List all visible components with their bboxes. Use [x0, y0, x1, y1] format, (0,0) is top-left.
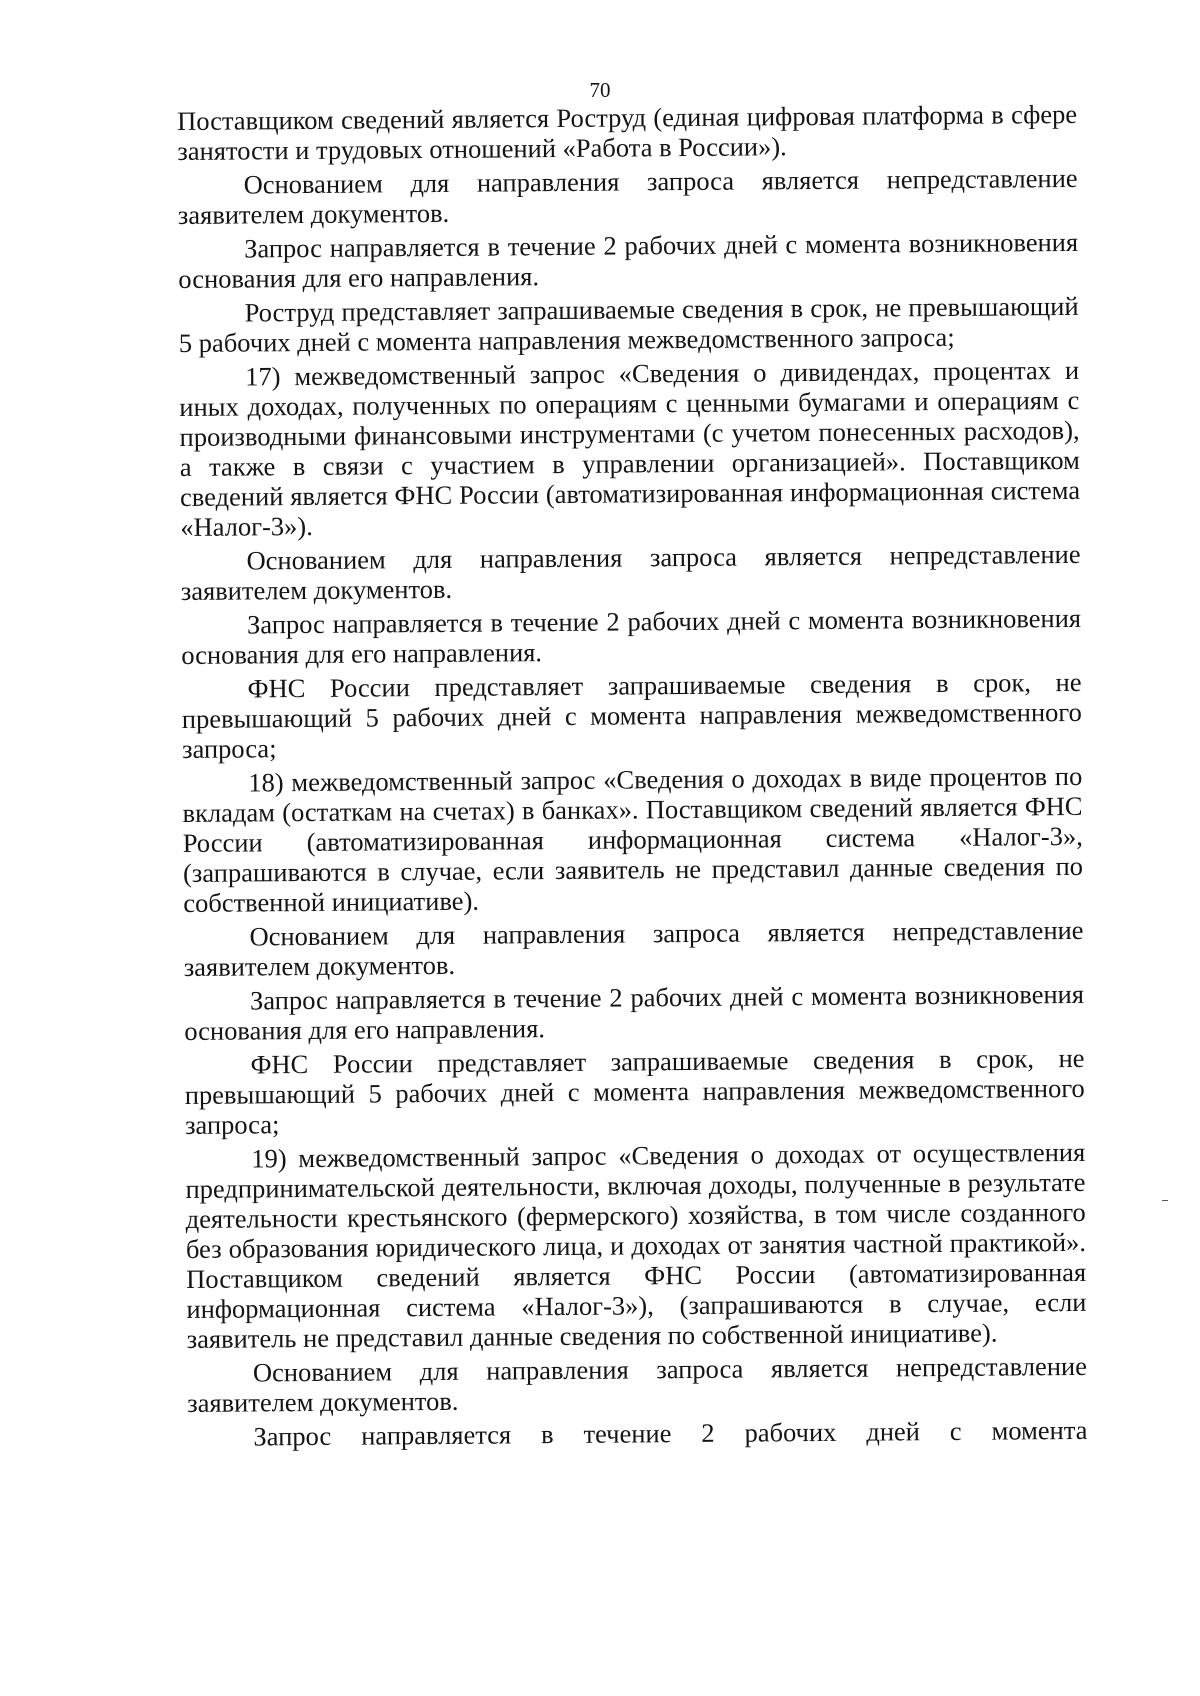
paragraph-response-timing: Роструд представляет запрашиваемые сведения в срок, не превышающий 5 рабочих дней с момента направления межведомственного запроса; — [178, 290, 1079, 358]
paragraph-basis: Основанием для направления запроса является непредставление заявителем документов. — [183, 914, 1084, 982]
paragraph-request-timing: Запрос направляется в течение 2 рабочих дней с момента возникновения основания для его направления. — [184, 978, 1085, 1046]
paragraph-request-timing-partial: Запрос направляется в течение 2 рабочих дней с момента — [253, 1414, 1088, 1452]
paragraph-item-19: 19) межведомственный запрос «Сведения о доходах от осуществления предпринимательской деятельности, включая доходы, полученные в результате деятельности крестьянского (фермерского) хозяйства, в том числе созданного без образования юридического лица, и доходах от занятия частной практикой». Поставщиком сведений является ФНС России (автоматизированная информационная система «Налог-3»), (запрашиваются в случае, если заявитель не представил данные сведения по собственной инициативе). — [185, 1136, 1087, 1354]
paragraph-request-timing: Запрос направляется в течение 2 рабочих дней с момента возникновения основания для его направления. — [181, 602, 1082, 670]
paragraph-item-17: 17) межведомственный запрос «Сведения о дивидендах, процентах и иных доходах, полученных по операциям с ценными бумагами и операциям с производными финансовыми инструментами (с учетом понесенных расходов), а также в связи с участием в управлении организацией». Поставщиком сведений является ФНС России (автоматизированная информационная система «Налог-3»). — [179, 354, 1081, 542]
scan-speck — [1162, 1200, 1168, 1201]
paragraph-basis: Основанием для направления запроса является непредставление заявителем документов. — [177, 162, 1078, 230]
paragraph-request-timing: Запрос направляется в течение 2 рабочих дней с момента возникновения основания для его направления. — [178, 226, 1079, 294]
paragraph-basis: Основанием для направления запроса является непредставление заявителем документов. — [187, 1350, 1088, 1418]
paragraph-response-timing: ФНС России представляет запрашиваемые сведения в срок, не превышающий 5 рабочих дней с момента направления межведомственного запроса; — [184, 1042, 1085, 1140]
paragraph-basis: Основанием для направления запроса является непредставление заявителем документов. — [180, 538, 1081, 606]
paragraph-rostrud-supplier: Поставщиком сведений является Роструд (единая цифровая платформа в сфере занятости и трудовых отношений «Работа в России»). — [177, 98, 1078, 166]
paragraph-response-timing: ФНС России представляет запрашиваемые сведения в срок, не превышающий 5 рабочих дней с момента направления межведомственного запроса; — [181, 666, 1082, 764]
page-number: 70 — [589, 78, 611, 102]
paragraph-item-18: 18) межведомственный запрос «Сведения о доходах в виде процентов по вкладам (остаткам на счетах) в банках». Поставщиком сведений является ФНС России (автоматизированная информационная система «Налог-3», (запрашиваются в случае, если заявитель не представил данные сведения по собственной инициативе). — [182, 760, 1084, 918]
document-body — [177, 99, 1088, 1456]
